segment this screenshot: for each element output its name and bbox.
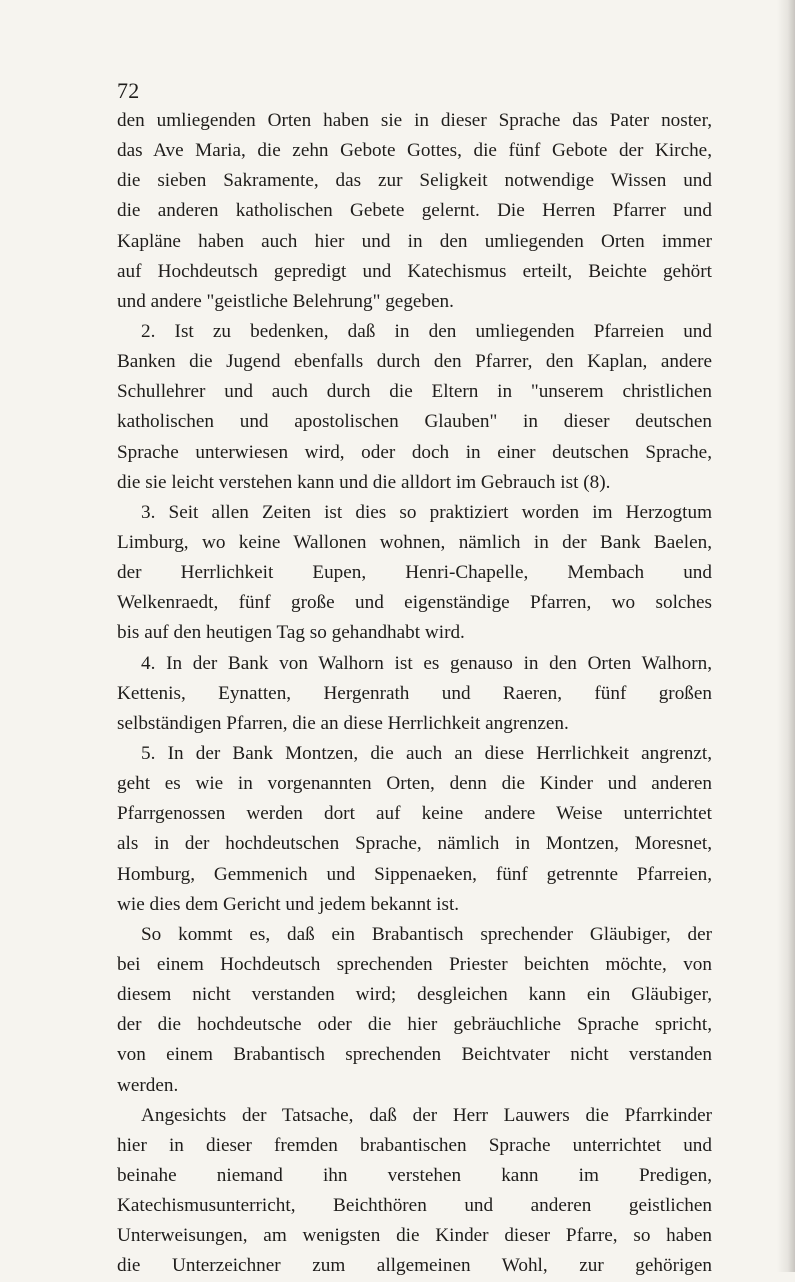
page-edge-shadow [777,0,795,1272]
text-line: Sprache unterwiesen wird, oder doch in einer deutschen Sprache, [117,441,712,463]
text-line: Homburg, Gemmenich und Sippenaeken, fünf getrennte Pfarreien, [117,863,712,885]
text-line: bei einem Hochdeutsch sprechenden Priester beichten möchte, von [117,953,712,975]
text-line: geht es wie in vorgenannten Orten, denn die Kinder und anderen [117,773,712,795]
text-line: Schullehrer und auch durch die Eltern in "unserem christlichen [117,381,712,403]
text-line: So kommt es, daß ein Brabantisch sprechender Gläubiger, der [141,923,712,945]
text-line: Kapläne haben auch hier und in den umliegenden Orten immer [117,230,712,252]
text-line: diesem nicht verstanden wird; desgleichen kann ein Gläubiger, [117,984,712,1006]
text-line: 4. In der Bank von Walhorn ist es genauso in den Orten Walhorn, [141,652,712,674]
text-line: hier in dieser fremden brabantischen Sprache unterrichtet und [117,1134,712,1156]
text-line: das Ave Maria, die zehn Gebote Gottes, die fünf Gebote der Kirche, [117,140,712,162]
text-line: 2. Ist zu bedenken, daß in den umliegenden Pfarreien und [141,320,712,342]
text-line: werden. [117,1074,179,1096]
text-line: Banken die Jugend ebenfalls durch den Pfarrer, den Kaplan, andere [117,351,712,373]
text-line: beinahe niemand ihn verstehen kann im Predigen, [117,1164,712,1186]
text-line: der Herrlichkeit Eupen, Henri-Chapelle, Membach und [117,562,712,584]
body-text [117,106,712,1281]
text-line: Limburg, wo keine Wallonen wohnen, nämlich in der Bank Baelen, [117,531,712,553]
text-line: auf Hochdeutsch gepredigt und Katechismus erteilt, Beichte gehört [117,260,712,282]
text-line: Angesichts der Tatsache, daß der Herr Lauwers die Pfarrkinder [141,1104,712,1126]
text-line: die sie leicht verstehen kann und die alldort im Gebrauch ist (8). [117,471,611,493]
text-line: und andere "geistliche Belehrung" gegeben. [117,290,454,312]
text-line: die Unterzeichner zum allgemeinen Wohl, zur gehörigen [117,1255,712,1277]
text-line: die anderen katholischen Gebete gelernt. Die Herren Pfarrer und [117,200,712,222]
text-line: den umliegenden Orten haben sie in dieser Sprache das Pater noster, [117,110,712,131]
text-line: selbständigen Pfarren, die an diese Herrlichkeit angrenzen. [117,712,569,734]
page-number: 72 [117,78,140,103]
text-line: 3. Seit allen Zeiten ist dies so praktiziert worden im Herzogtum [141,501,712,523]
text-line: 5. In der Bank Montzen, die auch an diese Herrlichkeit angrenzt, [141,742,712,764]
text-line: von einem Brabantisch sprechenden Beichtvater nicht verstanden [117,1044,712,1066]
text-line: Welkenraedt, fünf große und eigenständige Pfarren, wo solches [117,592,712,614]
text-line: Unterweisungen, am wenigsten die Kinder dieser Pfarre, so haben [117,1225,712,1247]
text-line: der die hochdeutsche oder die hier gebräuchliche Sprache spricht, [117,1014,712,1036]
text-line: als in der hochdeutschen Sprache, nämlich in Montzen, Moresnet, [117,833,712,855]
text-line: wie dies dem Gericht und jedem bekannt ist. [117,893,460,915]
text-line: Katechismusunterricht, Beichthören und anderen geistlichen [117,1195,712,1217]
text-line: Kettenis, Eynatten, Hergenrath und Raeren, fünf großen [117,682,712,704]
text-line: katholischen und apostolischen Glauben" in dieser deutschen [117,411,712,433]
text-line: Pfarrgenossen werden dort auf keine andere Weise unterrichtet [117,803,712,825]
text-line: die sieben Sakramente, das zur Seligkeit notwendige Wissen und [117,170,712,192]
text-line: bis auf den heutigen Tag so gehandhabt wird. [117,622,465,644]
